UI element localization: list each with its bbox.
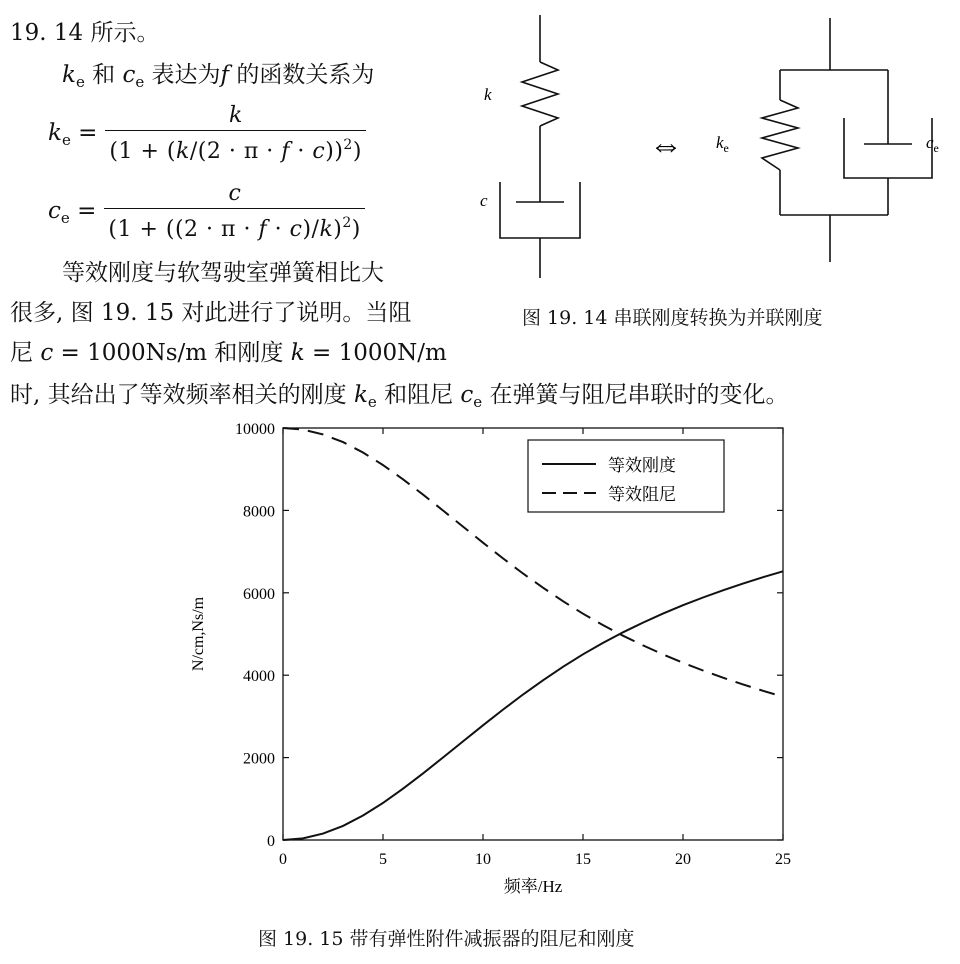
figure-19-14-diagram <box>460 10 960 300</box>
equivalence-arrow: ⇔ <box>649 127 683 164</box>
x-tick-label: 25 <box>775 851 791 868</box>
text-para2-line1: 等效刚度与软驾驶室弹簧相比大 <box>62 260 384 286</box>
series-line-equivalent-stiffness <box>283 571 783 840</box>
label-k: k <box>484 85 492 104</box>
equation-ke: $k_e$ = $\frac{k}{(1 + (k/(2 \cdot \pi \cdot f \cdot c))^2)}$ <box>48 102 366 166</box>
text-line-2: $k_e$ 和 $c_e$ 表达为f 的函数关系为 <box>62 62 375 91</box>
figure-19-15-chart <box>170 418 830 908</box>
parallel-model <box>762 18 932 262</box>
text-line-1: 19. 14 所示。 <box>10 20 160 46</box>
figure-19-14-caption: 图 19. 14 串联刚度转换为并联刚度 <box>522 307 823 329</box>
y-tick-label: 6000 <box>243 585 275 603</box>
y-tick-label: 10000 <box>235 421 275 438</box>
label-ke: $k_e$ <box>716 133 729 155</box>
x-tick-label: 20 <box>675 851 691 868</box>
label-ce: $c_e$ <box>926 133 939 155</box>
x-tick-label: 5 <box>379 851 387 868</box>
label-c: c <box>480 191 488 210</box>
y-tick-label: 4000 <box>243 668 275 686</box>
text-para2-line2: 很多, 图 19. 15 对此进行了说明。当阻 <box>10 300 412 326</box>
series-spring <box>522 15 558 202</box>
x-axis-label: 频率/Hz <box>503 877 563 896</box>
x-tick-label: 0 <box>279 851 287 868</box>
legend <box>528 440 724 512</box>
y-tick-label: 8000 <box>243 503 275 521</box>
x-tick-label: 15 <box>575 851 591 868</box>
x-tick-label: 10 <box>475 851 491 868</box>
y-tick-label: 0 <box>267 833 275 850</box>
text-para2-line4: 时, 其给出了等效频率相关的刚度 $k_e$ 和阻尼 $c_e$ 在弹簧与阻尼串联时的变化。 <box>10 382 789 411</box>
legend-label-damping: 等效阻尼 <box>608 485 676 504</box>
equation-ce: $c_e$ = $\frac{c}{(1 + ((2 \cdot \pi \cdot f \cdot c)/k)^2)}$ <box>48 180 365 244</box>
figure-19-15-caption: 图 19. 15 带有弹性附件减振器的阻尼和刚度 <box>258 928 635 950</box>
legend-label-stiffness: 等效刚度 <box>608 456 676 475</box>
y-tick-label: 2000 <box>243 750 275 768</box>
y-axis-label: N/cm,Ns/m <box>190 596 207 672</box>
text-para2-line3: 尼 c = 1000Ns/m 和刚度 k = 1000N/m <box>10 340 447 366</box>
